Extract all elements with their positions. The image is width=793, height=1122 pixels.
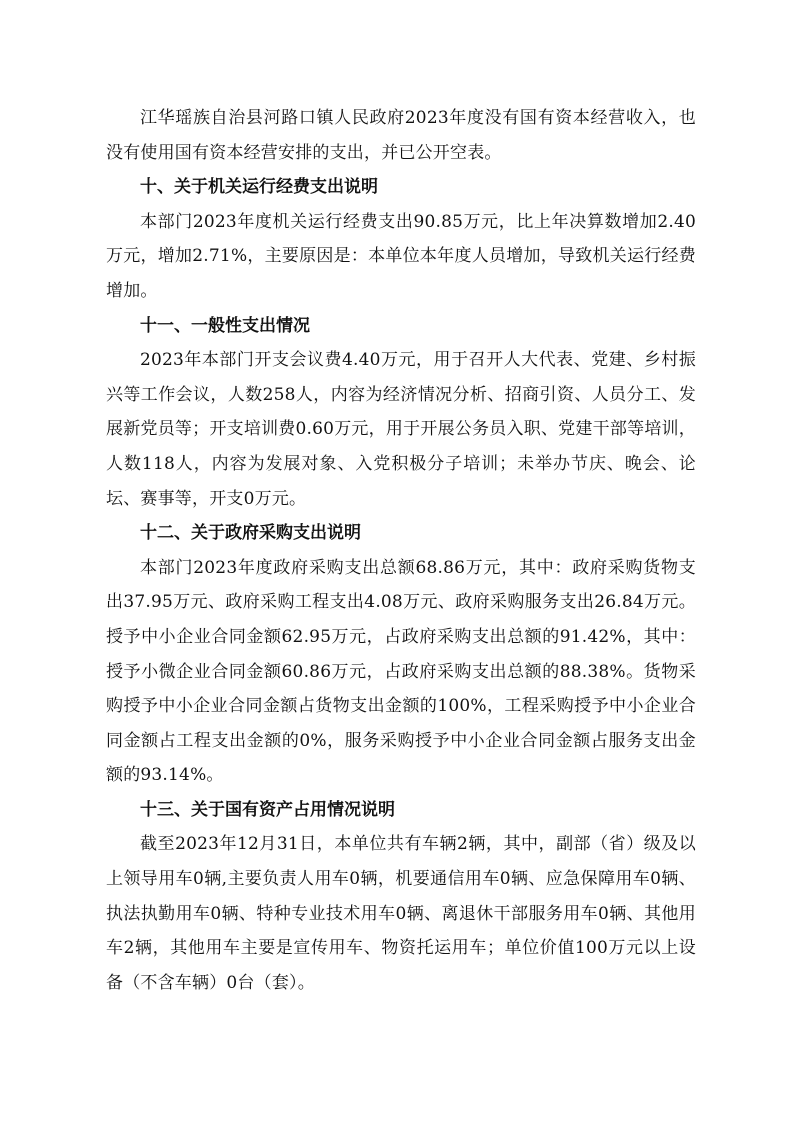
paragraph-section-11: 2023年本部门开支会议费4.40万元，用于召开人大代表、党建、乡村振兴等工作会议，人数258人，内容为经济情况分析、招商引资、人员分工、发展新党员等；开支培训费0.60万元，用于开展公务员入职、党建干部等培训，人数118人，内容为发展对象、入党积极分子培训；未举办节庆、晚会、论坛、赛事等，开支0万元。: [106, 350, 696, 509]
heading-section-10: 十、关于机关运行经费支出说明: [140, 177, 378, 198]
heading-section-12: 十二、关于政府采购支出说明: [140, 523, 361, 544]
document-body: [106, 101, 696, 1000]
paragraph-section-13: 截至2023年12月31日，本单位共有车辆2辆，其中，副部（省）级及以上领导用车0辆,主要负责人用车0辆，机要通信用车0辆、应急保障用车0辆、执法执勤用车0辆、特种专业技术用车0辆、离退休干部服务用车0辆、其他用车2辆，其他用车主要是宣传用车、物资托运用车；单位价值100万元以上设备（不含车辆）0台（套）。: [106, 834, 696, 993]
heading-section-13: 十三、关于国有资产占用情况说明: [140, 799, 395, 820]
paragraph-section-10: 本部门2023年度机关运行经费支出90.85万元，比上年决算数增加2.40万元，增加2.71%，主要原因是：本单位本年度人员增加，导致机关运行经费增加。: [106, 211, 696, 301]
paragraph-state-capital: 江华瑶族自治县河路口镇人民政府2023年度没有国有资本经营收入，也没有使用国有资本经营安排的支出，并已公开空表。: [106, 108, 696, 163]
paragraph-section-12: 本部门2023年度政府采购支出总额68.86万元，其中：政府采购货物支出37.95万元、政府采购工程支出4.08万元、政府采购服务支出26.84万元。授予中小企业合同金额62.95万元，占政府采购支出总额的91.42%，其中：授予小微企业合同金额60.86万元，占政府采购支出总额的88.38%。货物采购授予中小企业合同金额占货物支出金额的100%，工程采购授予中小企业合同金额占工程支出金额的0%，服务采购授予中小企业合同金额占服务支出金额的93.14%。: [106, 557, 696, 786]
heading-section-11: 十一、一般性支出情况: [140, 315, 310, 336]
